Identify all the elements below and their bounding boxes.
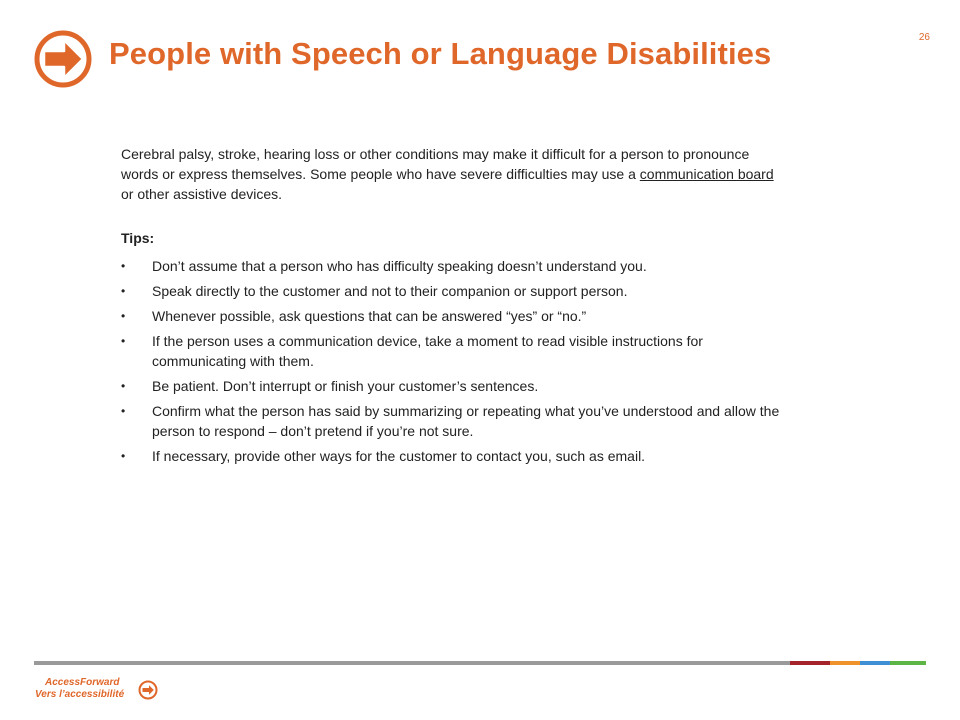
communication-board-link[interactable]: communication board: [639, 166, 774, 182]
slide-title: People with Speech or Language Disabilities: [109, 36, 772, 71]
tip-item: • Don’t assume that a person who has difficulty speaking doesn’t understand you.: [121, 256, 789, 276]
tip-item: • Confirm what the person has said by summarizing or repeating what you’ve understood and allow the person to respond – don’t pretend if you’re not sure.: [121, 401, 789, 441]
brand-name-en: AccessForward: [45, 677, 120, 688]
footer-bar-segment-red: [790, 661, 830, 665]
tips-heading: Tips:: [121, 230, 155, 246]
slide-body: [121, 144, 789, 466]
footer-color-bar: [34, 661, 926, 665]
intro-paragraph: [121, 144, 789, 204]
tip-item: • If the person uses a communication device, take a moment to read visible instructions for communicating with them.: [121, 331, 789, 371]
footer-bar-segment-orange: [830, 661, 860, 665]
brand-name-fr: Vers l’accessibilité: [35, 689, 125, 700]
tip-item: • Be patient. Don’t interrupt or finish your customer’s sentences.: [121, 376, 789, 396]
intro-text-after: or other assistive devices.: [121, 186, 283, 202]
footer-bar-segment-gray: [34, 661, 790, 665]
footer-bar-segment-blue: [860, 661, 890, 665]
footer-bar-segment-green: [890, 661, 926, 665]
tip-item: • Whenever possible, ask questions that can be answered “yes” or “no.”: [121, 306, 789, 326]
page-number: 26: [918, 32, 930, 43]
tip-item: • If necessary, provide other ways for the customer to contact you, such as email.: [121, 446, 789, 466]
tips-list: [121, 256, 789, 466]
arrow-right-circle-icon: [138, 680, 158, 700]
tip-item: • Speak directly to the customer and not to their companion or support person.: [121, 281, 789, 301]
intro-text-before: Cerebral palsy, stroke, hearing loss or other conditions may make it difficult for a person to pronounce words or express themselves. Some people who have severe difficulties may use a: [121, 146, 750, 182]
arrow-right-circle-icon: [33, 29, 93, 89]
